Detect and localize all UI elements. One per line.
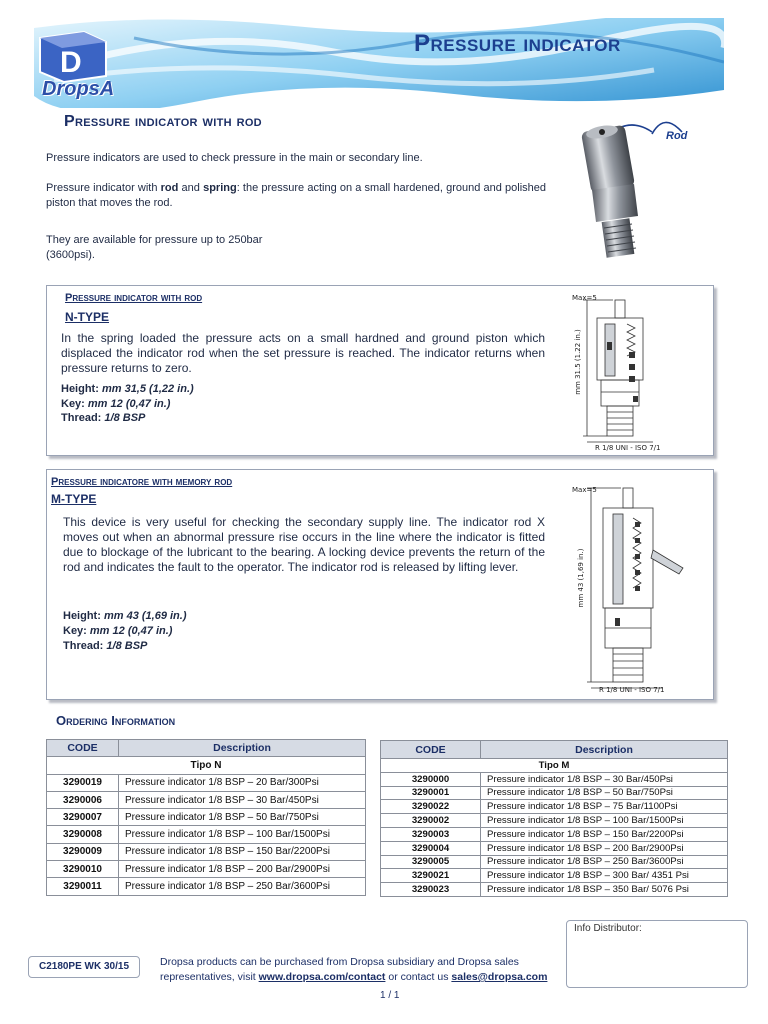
intro-text: Pressure indicator with [46, 182, 161, 194]
n-type-drawing-max: Max=5 [572, 294, 597, 302]
n-type-key [61, 397, 170, 412]
spec-label: Key: [63, 625, 90, 637]
logo-text: DropsA [42, 78, 115, 100]
intro-bold-spring: spring [203, 182, 237, 194]
column-header-description: Description [119, 740, 366, 757]
spec-label: Key: [61, 398, 88, 410]
intro-text: (3600psi). [46, 249, 95, 261]
product-description: Pressure indicator 1/8 BSP – 30 Bar/450Psi [481, 772, 728, 786]
spec-label: Height: [63, 610, 104, 622]
product-description: Pressure indicator 1/8 BSP – 75 Bar/1100Psi [481, 800, 728, 814]
n-type-drawing-thread: R 1/8 UNI - ISO 7/1 [595, 444, 661, 452]
n-type-order-table [46, 739, 366, 896]
product-code: 3290003 [381, 827, 481, 841]
spec-value: mm 12 (0,47 in.) [87, 398, 171, 410]
table-row [47, 809, 366, 826]
column-header-code: CODE [47, 740, 119, 757]
table-subheader: Tipo M [381, 759, 728, 773]
table-row [381, 814, 728, 828]
m-type-drawing-thread: R 1/8 UNI - ISO 7/1 [599, 686, 665, 694]
n-type-box [46, 285, 714, 456]
product-code: 3290004 [381, 841, 481, 855]
table-row [381, 786, 728, 800]
product-description: Pressure indicator 1/8 BSP – 250 Bar/3600Psi [481, 855, 728, 869]
spec-label: Height: [61, 383, 102, 395]
table-row [381, 883, 728, 897]
table-subheader: Tipo N [47, 757, 366, 774]
n-type-thread [61, 411, 145, 426]
intro-paragraph-1: Pressure indicators are used to check pressure in the main or secondary line. [46, 152, 423, 164]
product-description: Pressure indicator 1/8 BSP – 20 Bar/300Psi [119, 774, 366, 791]
photo-rod-label: Rod [666, 130, 688, 142]
table-row [381, 855, 728, 869]
product-code: 3290023 [381, 883, 481, 897]
product-code: 3290010 [47, 861, 119, 878]
product-description: Pressure indicator 1/8 BSP – 250 Bar/3600Psi [119, 878, 366, 895]
spec-value: mm 12 (0,47 in.) [89, 625, 173, 637]
n-type-label: N-TYPE [65, 310, 110, 324]
product-description: Pressure indicator 1/8 BSP – 50 Bar/750Psi [481, 786, 728, 800]
m-type-drawing-max: Max=5 [572, 486, 597, 494]
table-row [47, 843, 366, 860]
column-header-description: Description [481, 741, 728, 759]
table-row [47, 861, 366, 878]
product-description: Pressure indicator 1/8 BSP – 300 Bar/ 4351 Psi [481, 869, 728, 883]
spec-value: 1/8 BSP [106, 640, 148, 652]
contact-link[interactable]: www.dropsa.com/contact [258, 971, 386, 983]
product-description: Pressure indicator 1/8 BSP – 150 Bar/2200Psi [481, 827, 728, 841]
table-row [47, 774, 366, 791]
intro-text: and [178, 182, 204, 194]
footer-contact-text [160, 955, 580, 985]
product-description: Pressure indicator 1/8 BSP – 150 Bar/2200Psi [119, 843, 366, 860]
footer-text-line: Dropsa products can be purchased from Dropsa subsidiary and Dropsa sales [160, 956, 519, 968]
m-type-label: M-TYPE [51, 492, 97, 506]
table-row [381, 772, 728, 786]
product-description: Pressure indicator 1/8 BSP – 100 Bar/1500Psi [481, 814, 728, 828]
n-type-technical-drawing [567, 292, 707, 452]
spec-value: mm 43 (1,69 in.) [103, 610, 187, 622]
footer-text-line: or contact us [385, 971, 452, 983]
table-row [47, 791, 366, 808]
table-row [47, 878, 366, 895]
product-code: 3290002 [381, 814, 481, 828]
info-distributor-label: Info Distributor: [574, 923, 642, 934]
m-type-height [63, 609, 187, 624]
table-row [381, 800, 728, 814]
product-description: Pressure indicator 1/8 BSP – 350 Bar/ 5076 Psi [481, 883, 728, 897]
spec-value: 1/8 BSP [104, 412, 146, 424]
spec-label: Thread: [63, 640, 107, 652]
product-description: Pressure indicator 1/8 BSP – 100 Bar/1500Psi [119, 826, 366, 843]
product-code: 3290008 [47, 826, 119, 843]
product-code: 3290005 [381, 855, 481, 869]
product-code: 3290011 [47, 878, 119, 895]
intro-bold-rod: rod [160, 182, 179, 194]
table-row [47, 826, 366, 843]
product-code: 3290006 [47, 791, 119, 808]
column-header-code: CODE [381, 741, 481, 759]
page-number: 1 / 1 [380, 990, 400, 1001]
section-heading: Pressure indicator with rod [64, 113, 262, 130]
m-type-thread [63, 639, 147, 654]
table-row [381, 841, 728, 855]
m-type-order-table [380, 740, 728, 897]
page-title: Pressure indicator [414, 30, 621, 57]
m-type-drawing-dimension: mm 43 (1,69 in.) [577, 548, 585, 608]
product-code: 3290019 [47, 774, 119, 791]
m-type-key [63, 624, 172, 639]
product-code: 3290001 [381, 786, 481, 800]
header-banner [34, 18, 724, 108]
product-code: 3290022 [381, 800, 481, 814]
intro-paragraph-3 [46, 233, 546, 263]
spec-label: Thread: [61, 412, 105, 424]
intro-text: : the pressure acting on a small hardened, ground and polished piston that moves the rod. [46, 182, 546, 209]
table-row [381, 869, 728, 883]
spec-value: mm 31,5 (1,22 in.) [101, 383, 194, 395]
m-type-technical-drawing [567, 478, 707, 698]
m-type-box [46, 469, 714, 700]
product-code: 3290000 [381, 772, 481, 786]
product-description: Pressure indicator 1/8 BSP – 200 Bar/2900Psi [481, 841, 728, 855]
product-code: 3290009 [47, 843, 119, 860]
email-link[interactable]: sales@dropsa.com [451, 971, 548, 983]
intro-text: They are available for pressure up to 250bar [46, 234, 263, 246]
svg-text:D: D [60, 46, 82, 79]
product-code: 3290021 [381, 869, 481, 883]
ordering-heading: Ordering Information [56, 713, 176, 728]
m-type-title: Pressure indicatore with memory rod [51, 476, 233, 488]
m-type-description: This device is very useful for checking the secondary supply line. The indicator rod X moves out when an abnormal pressure rise occurs in the line where the indicator is fitted due to blockage of the lubricant to the bearing. A locking device prevents the return of the rod and indicates the fault to the operator. The indicator rod is released by lifting lever. [63, 515, 545, 574]
product-code: 3290007 [47, 809, 119, 826]
footer-text-line: representatives, visit [160, 971, 259, 983]
product-description: Pressure indicator 1/8 BSP – 30 Bar/450Psi [119, 791, 366, 808]
document-code: C2180PE WK 30/15 [28, 956, 140, 978]
product-description: Pressure indicator 1/8 BSP – 50 Bar/750Psi [119, 809, 366, 826]
product-description: Pressure indicator 1/8 BSP – 200 Bar/2900Psi [119, 861, 366, 878]
n-type-description: In the spring loaded the pressure acts on a small hardned and ground piston which displaced the indicator rod when the set pressure is reached. The indicator returns when pressure returns to zero. [61, 331, 545, 375]
n-type-title: Pressure indicator with rod [65, 292, 203, 304]
table-row [381, 827, 728, 841]
n-type-height [61, 382, 194, 397]
n-type-drawing-dimension: mm 31.5 (1.22 in.) [574, 329, 582, 395]
intro-paragraph-2 [46, 181, 546, 211]
